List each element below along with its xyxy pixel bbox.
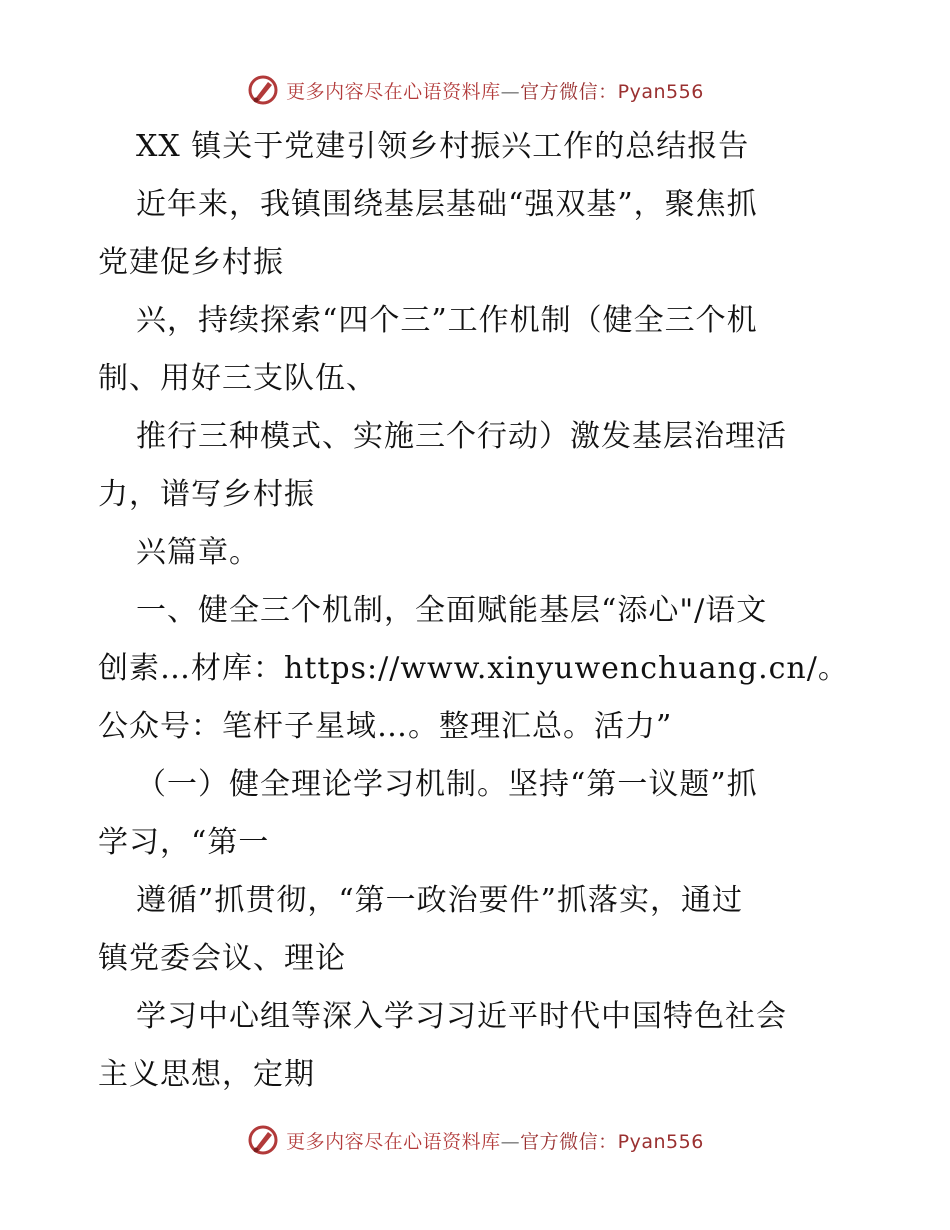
- pen-circle-logo-icon: [246, 73, 280, 107]
- text-line: 制、用好三支队伍、: [98, 361, 377, 396]
- watermark-wechat-text: 官方微信：Pyan556: [520, 1130, 704, 1153]
- document-title: XX 镇关于党建引领乡村振兴工作的总结报告: [136, 129, 750, 164]
- header-watermark: [0, 70, 950, 110]
- text-line: 主义思想，定期: [98, 1057, 315, 1092]
- watermark-wechat-text: 官方微信：Pyan556: [520, 80, 704, 103]
- watermark-separator: —: [500, 1130, 521, 1153]
- text-line: 创素…材库：https://www.xinyuwenchuang.cn/。: [98, 651, 849, 686]
- text-line: 兴篇章。: [136, 535, 260, 570]
- text-line: 近年来，我镇围绕基层基础“强双基”，聚焦抓: [136, 187, 758, 222]
- text-line: （一）健全理论学习机制。坚持“第一议题”抓: [136, 767, 758, 802]
- text-line: 学习中心组等深入学习习近平时代中国特色社会: [136, 999, 787, 1034]
- watermark-site-text: 更多内容尽在心语资料库: [286, 80, 501, 103]
- document-body: [98, 118, 852, 1104]
- text-line: 党建促乡村振: [98, 245, 284, 280]
- text-line: 镇党委会议、理论: [98, 941, 346, 976]
- footer-watermark: [0, 1120, 950, 1160]
- text-line: 学习，“第一: [98, 825, 270, 860]
- text-line: 公众号：笔杆子星域…。整理汇总。活力”: [98, 709, 673, 744]
- watermark-text: [286, 77, 704, 104]
- pen-circle-logo-icon: [246, 1123, 280, 1157]
- watermark-separator: —: [500, 80, 521, 103]
- text-line: 遵循”抓贯彻，“第一政治要件”抓落实，通过: [136, 883, 744, 918]
- text-line: 一、健全三个机制，全面赋能基层“添心"/语文: [136, 593, 768, 628]
- text-line: 力，谱写乡村振: [98, 477, 315, 512]
- text-line: 兴，持续探索“四个三”工作机制（健全三个机: [136, 303, 758, 338]
- text-line: 推行三种模式、实施三个行动）激发基层治理活: [136, 419, 787, 454]
- watermark-text: [286, 1127, 704, 1154]
- watermark-site-text: 更多内容尽在心语资料库: [286, 1130, 501, 1153]
